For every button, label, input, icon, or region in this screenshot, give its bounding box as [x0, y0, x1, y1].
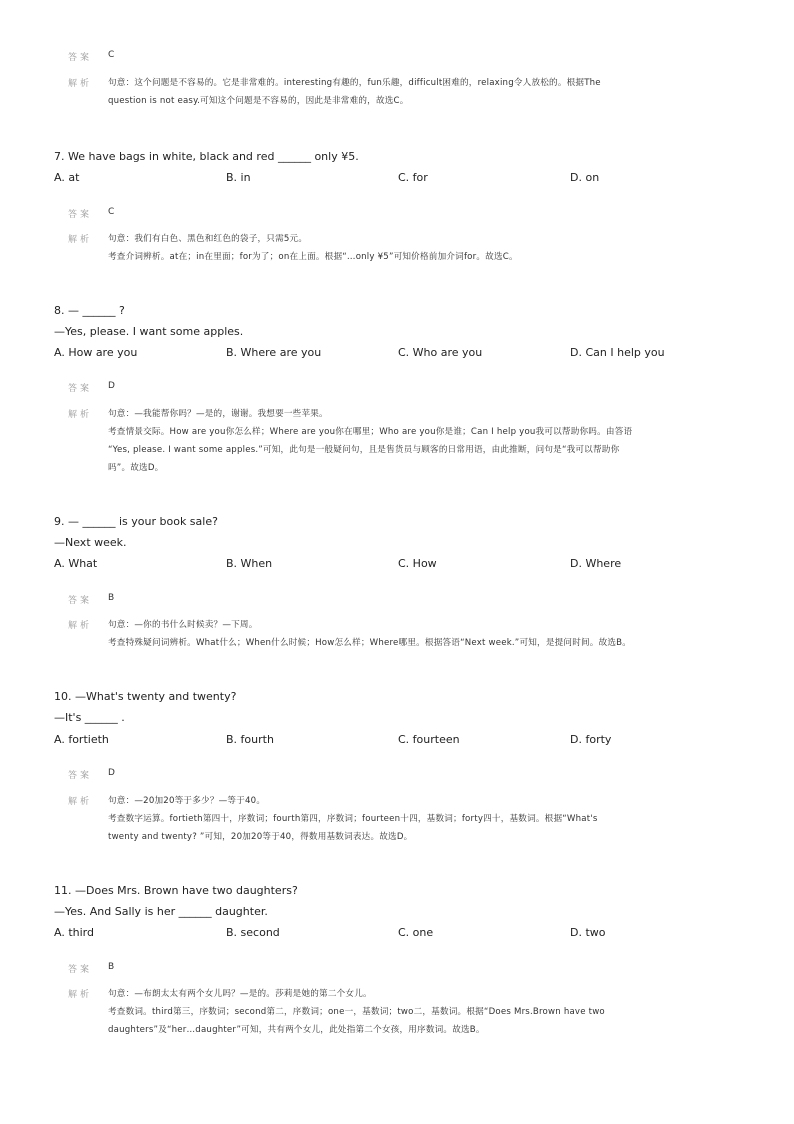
question-text: 7. We have bags in white, black and red ______ only ¥5.	[54, 150, 359, 163]
answer-label: 答案	[68, 384, 93, 394]
answer-label: 答案	[68, 210, 93, 220]
question-text: —Next week.	[54, 536, 127, 549]
explanation-line: 吗”。故选D。	[108, 463, 164, 473]
option-c[interactable]: C. for	[398, 171, 428, 184]
question-text: 8. — ______ ?	[54, 304, 125, 317]
answer-value: C	[108, 50, 115, 60]
option-a[interactable]: A. How are you	[54, 346, 138, 359]
explanation-line: 句意：—我能帮你吗？—是的，谢谢。我想要一些苹果。	[108, 409, 328, 419]
explanation-line: question is not easy.可知这个问题是不容易的，因此是非常难的，故选C。	[108, 96, 409, 106]
explanation-line: 句意：—你的书什么时候卖？—下周。	[108, 620, 258, 630]
explanation-line: twenty and twenty? ”可知，20加20等于40，得数用基数词表达。故选D。	[108, 832, 413, 842]
explanation-line: 考查数词。third第三，序数词；second第二，序数词；one一，基数词；two二，基数词。根据“Does Mrs.Brown have two	[108, 1007, 605, 1017]
explanation-label: 解析	[68, 797, 93, 807]
answer-value: B	[108, 962, 115, 972]
explanation-label: 解析	[68, 621, 93, 631]
explanation-label: 解析	[68, 235, 93, 245]
explanation-line: 考查特殊疑问词辨析。What什么；When什么时候；How怎么样；Where哪里。根据答语“Next week.”可知，是提问时间。故选B。	[108, 638, 632, 648]
explanation-line: daughters”及“her…daughter”可知，共有两个女儿，此处指第二个女孩，用序数词。故选B。	[108, 1025, 485, 1035]
explanation-line: 句意：—布朗太太有两个女儿吗？—是的。莎莉是她的第二个女儿。	[108, 989, 372, 999]
option-d[interactable]: D. forty	[570, 733, 612, 746]
answer-label: 答案	[68, 965, 93, 975]
option-a[interactable]: A. What	[54, 557, 98, 570]
option-d[interactable]: D. two	[570, 926, 606, 939]
question-text: —Yes. And Sally is her ______ daughter.	[54, 905, 268, 918]
explanation-line: 考查情景交际。How are you你怎么样；Where are you你在哪里；Who are you你是谁；Can I help you我可以帮助你吗。由答语	[108, 427, 633, 437]
explanation-label: 解析	[68, 79, 93, 89]
answer-value: D	[108, 768, 115, 778]
option-a[interactable]: A. at	[54, 171, 80, 184]
option-d[interactable]: D. on	[570, 171, 600, 184]
question-text: —It's ______ .	[54, 711, 125, 724]
answer-value: D	[108, 381, 115, 391]
explanation-label: 解析	[68, 990, 93, 1000]
option-c[interactable]: C. Who are you	[398, 346, 483, 359]
explanation-line: “Yes, please. I want some apples.”可知，此句是一般疑问句，且是售货员与顾客的日常用语，由此推断，问句是“我可以帮助你	[108, 445, 620, 455]
explanation-line: 考查数字运算。fortieth第四十，序数词；fourth第四，序数词；fourteen十四，基数词；forty四十，基数词。根据“What's	[108, 814, 598, 824]
question-text: 9. — ______ is your book sale?	[54, 515, 218, 528]
option-b[interactable]: B. When	[226, 557, 273, 570]
option-a[interactable]: A. fortieth	[54, 733, 109, 746]
option-c[interactable]: C. one	[398, 926, 434, 939]
option-b[interactable]: B. in	[226, 171, 251, 184]
explanation-line: 句意：这个问题是不容易的。它是非常难的。interesting有趣的，fun乐趣，difficult困难的，relaxing令人放松的。根据The	[108, 78, 601, 88]
option-a[interactable]: A. third	[54, 926, 94, 939]
answer-label: 答案	[68, 596, 93, 606]
answer-label: 答案	[68, 53, 93, 63]
question-text: 11. —Does Mrs. Brown have two daughters?	[54, 884, 298, 897]
option-b[interactable]: B. second	[226, 926, 280, 939]
option-d[interactable]: D. Where	[570, 557, 622, 570]
explanation-line: 句意：我们有白色、黑色和红色的袋子，只需5元。	[108, 234, 308, 244]
option-b[interactable]: B. Where are you	[226, 346, 322, 359]
option-d[interactable]: D. Can I help you	[570, 346, 665, 359]
explanation-line: 句意：—20加20等于多少？—等于40。	[108, 796, 266, 806]
question-text: —Yes, please. I want some apples.	[54, 325, 244, 338]
explanation-line: 考查介词辨析。at在；in在里面；for为了；on在上面。根据“…only ¥5”可知价格前加介词for。故选C。	[108, 252, 518, 262]
answer-value: B	[108, 593, 115, 603]
option-c[interactable]: C. fourteen	[398, 733, 460, 746]
answer-value: C	[108, 207, 115, 217]
option-b[interactable]: B. fourth	[226, 733, 274, 746]
answer-label: 答案	[68, 771, 93, 781]
option-c[interactable]: C. How	[398, 557, 437, 570]
question-text: 10. —What's twenty and twenty?	[54, 690, 237, 703]
explanation-label: 解析	[68, 410, 93, 420]
